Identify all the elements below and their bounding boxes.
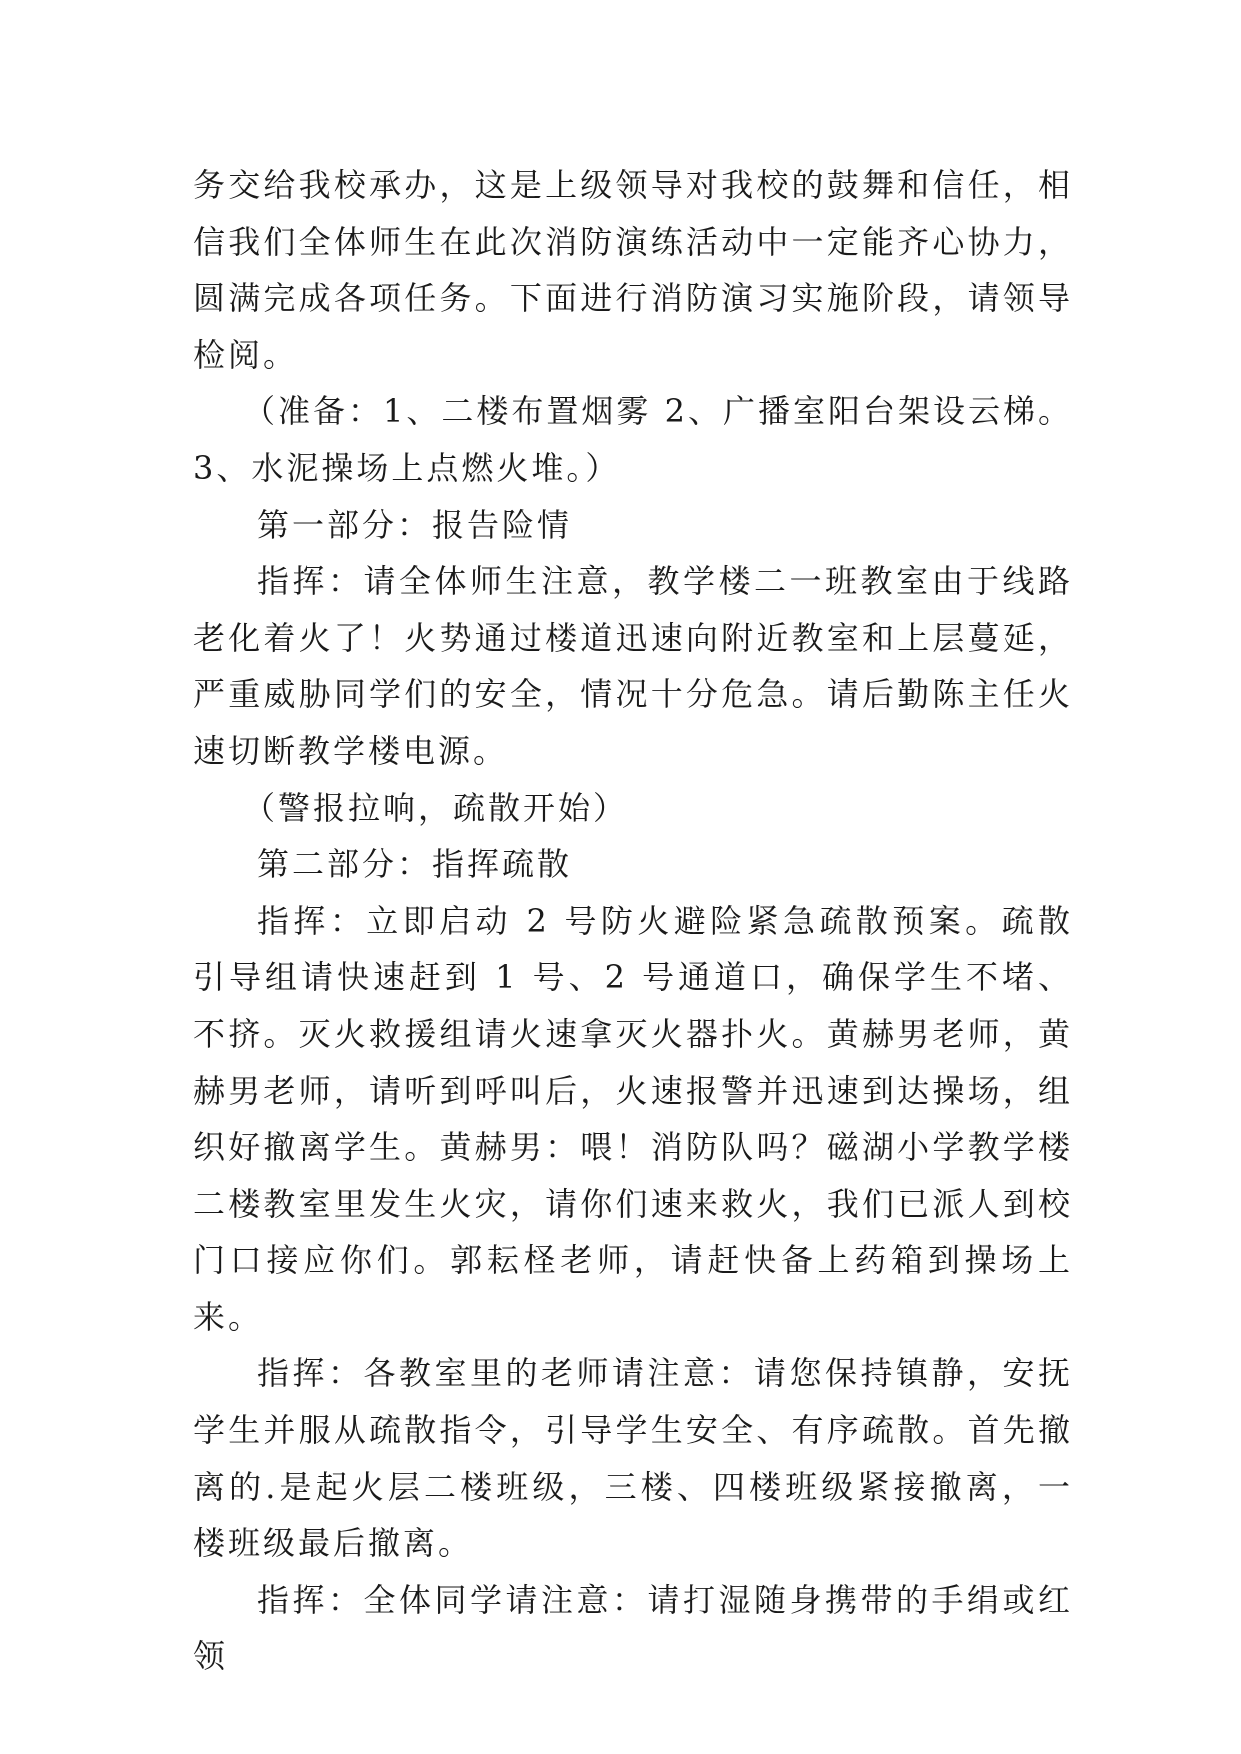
section-heading-part-two: 第二部分：指挥疏散 <box>257 845 573 884</box>
paragraph-alarm-note: （警报拉响，疏散开始） <box>243 788 629 827</box>
paragraph-continued-intro: 务交给我校承办，这是上级领导对我校的鼓舞和信任，相信我们全体师生在此次消防演练活动中一定能齐心协力，圆满完成各项任务。下面进行消防演习实施阶段，请领导检阅。 <box>193 166 1073 374</box>
paragraph-command-report: 指挥：请全体师生注意，教学楼二一班教室由于线路老化着火了！火势通过楼道迅速向附近教室和上层蔓延，严重威胁同学们的安全，情况十分危急。请后勤陈主任火速切断教学楼电源。 <box>193 562 1073 770</box>
paragraph-command-evacuation: 指挥：立即启动 2 号防火避险紧急疏散预案。疏散引导组请快速赶到 1 号、2 号通道口，确保学生不堵、不挤。灭火救援组请火速拿灭火器扑火。黄赫男老师，黄赫男老师，请听到呼叫后，火速报警并迅速到达操场，组织好撤离学生。黄赫男：喂！消防队吗？磁湖小学教学楼二楼教室里发生火灾，请你们速来救火，我们已派人到校门口接应你们。郭耘柽老师，请赶快备上药箱到操场上来。 <box>193 901 1073 1336</box>
paragraph-preparation-note: （准备：1、二楼布置烟雾 2、广播室阳台架设云梯。3、水泥操场上点燃火堆。） <box>193 392 1073 487</box>
document-body <box>193 157 1073 1685</box>
paragraph-command-teachers: 指挥：各教室里的老师请注意：请您保持镇静，安抚学生并服从疏散指令，引导学生安全、有序疏散。首先撤离的.是起火层二楼班级，三楼、四楼班级紧接撤离，一楼班级最后撤离。 <box>193 1354 1073 1563</box>
paragraph-command-students: 指挥：全体同学请注意：请打湿随身携带的手绢或红领 <box>193 1580 1073 1676</box>
section-heading-part-one: 第一部分：报告险情 <box>257 505 573 544</box>
